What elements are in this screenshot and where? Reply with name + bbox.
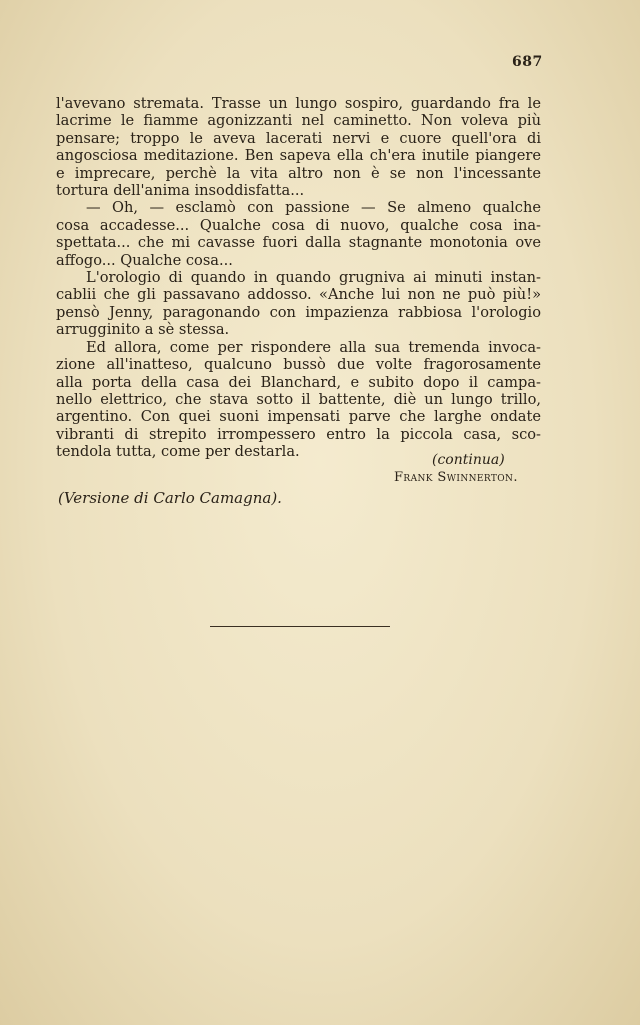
text-line: — Oh, — esclamò con passione — Se almeno qualche — [86, 199, 541, 217]
text-line: L'orologio di quando in quando grugniva ai minuti instan- — [86, 269, 541, 287]
text-line: Ed allora, come per rispondere alla sua tremenda invoca- — [86, 338, 541, 356]
text-line: zione all'inatteso, qualcuno bussò due volte fragorosamente — [56, 356, 541, 374]
text-line: argentino. Con quei suoni impensati parve che larghe ondate — [56, 408, 541, 426]
text-line: lacrime le fiamme agonizzanti nel caminetto. Non voleva più — [56, 112, 541, 130]
text-line: tortura dell'anima insoddisfatta... — [56, 182, 305, 200]
text-line: pensò Jenny, paragonando con impazienza rabbiosa l'orologio — [56, 303, 541, 321]
text-line: alla porta della casa dei Blanchard, e subito dopo il campa- — [56, 373, 541, 391]
text-line: spettata... che mi cavasse fuori dalla stagnante monotonia ove — [56, 234, 541, 252]
text-line: nello elettrico, che stava sotto il battente, diè un lungo trillo, — [56, 390, 541, 408]
translator-credit: (Versione di Carlo Camagna). — [58, 489, 282, 507]
page-number: 687 — [512, 54, 543, 70]
text-line: angosciosa meditazione. Ben sapeva ella ch'era inutile piangere — [56, 147, 541, 165]
text-line: arrugginito a sè stessa. — [56, 321, 230, 339]
text-line: pensare; troppo le aveva lacerati nervi e cuore quell'ora di — [56, 129, 541, 147]
author-signature: Frank Swinnerton. — [394, 470, 518, 485]
text-line: vibranti di strepito irrompessero entro la piccola casa, sco- — [56, 425, 541, 443]
text-line: affogo... Qualche cosa... — [56, 251, 233, 269]
body-text — [56, 95, 541, 461]
text-line: tendola tutta, come per destarla. — [56, 443, 300, 461]
text-line: l'avevano stremata. Trasse un lungo sospiro, guardando fra le — [56, 95, 541, 112]
continua-note: (continua) — [432, 452, 505, 468]
section-divider — [210, 626, 390, 627]
text-line: cablii che gli passavano addosso. «Anche lui non ne può più!» — [56, 286, 541, 304]
text-line: cosa accadesse... Qualche cosa di nuovo, qualche cosa ina- — [56, 216, 541, 234]
text-line: e imprecare, perchè la vita altro non è se non l'incessante — [56, 164, 541, 182]
